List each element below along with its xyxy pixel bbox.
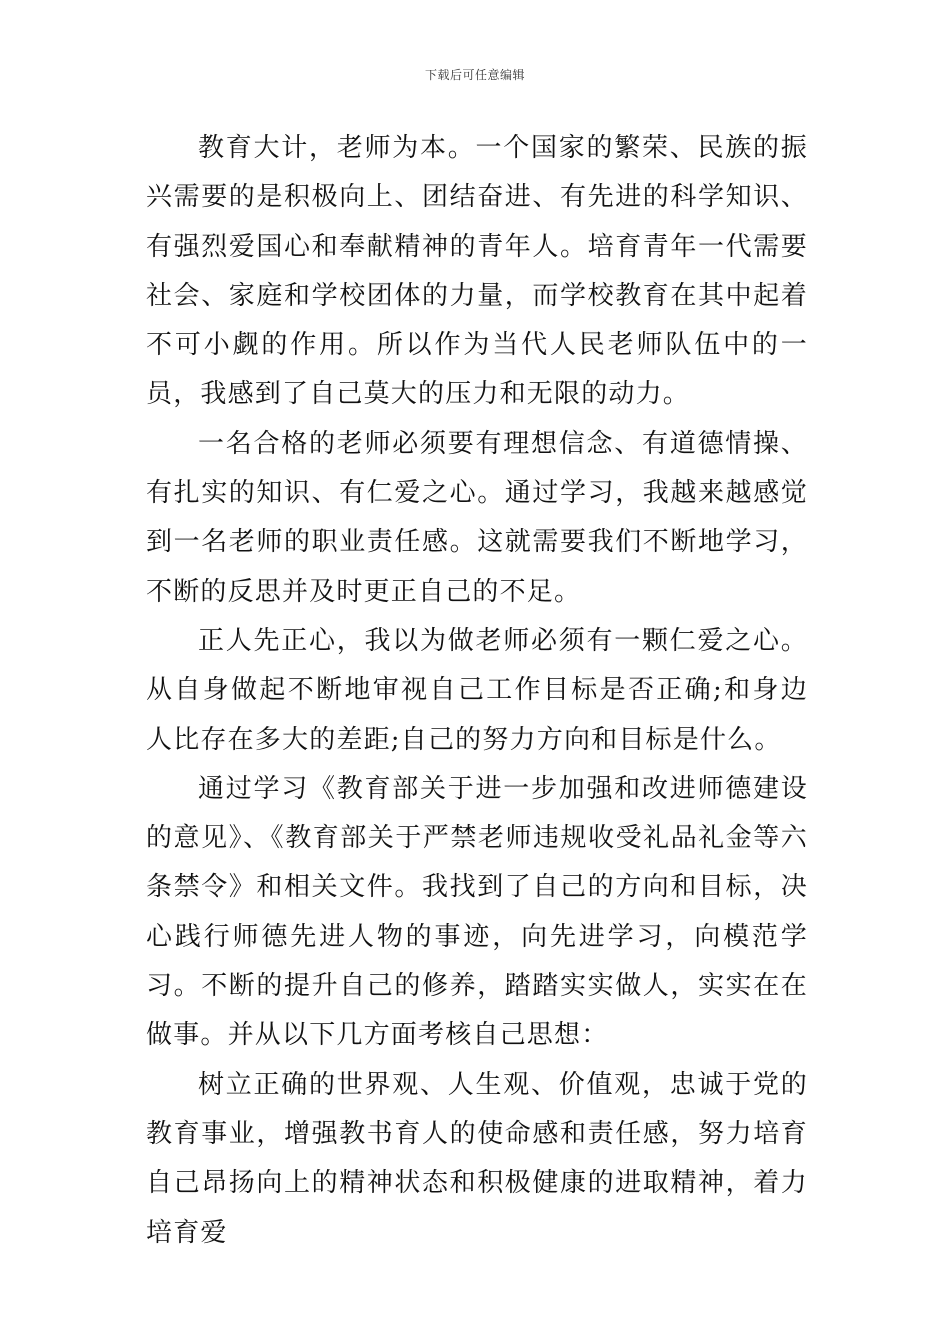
paragraph-5: 树立正确的世界观、人生观、价值观，忠诚于党的教育事业，增强教书育人的使命感和责任感，努力培育自己昂扬向上的精神状态和积极健康的进取精神，着力培育爱 bbox=[146, 1069, 808, 1248]
paragraph-4: 通过学习《教育部关于进一步加强和改进师德建设的意见》、《教育部关于严禁老师违规收受礼品礼金等六条禁令》和相关文件。我找到了自己的方向和目标，决心践行师德先进人物的事迹，向先进学习，向模范学习。不断的提升自己的修养，踏踏实实做人，实实在在做事。并从以下几方面考核自己思想： bbox=[146, 773, 808, 1051]
paragraph-1: 教育大计，老师为本。一个国家的繁荣、民族的振兴需要的是积极向上、团结奋进、有先进的科学知识、有强烈爱国心和奉献精神的青年人。培育青年一代需要社会、家庭和学校团体的力量，而学校教育在其中起着不可小觑的作用。所以作为当代人民老师队伍中的一员，我感到了自己莫大的压力和无限的动力。 bbox=[146, 133, 808, 410]
paragraph-2: 一名合格的老师必须要有理想信念、有道德情操、有扎实的知识、有仁爱之心。通过学习，我越来越感觉到一名老师的职业责任感。这就需要我们不断地学习，不断的反思并及时更正自己的不足。 bbox=[146, 428, 808, 607]
document-body bbox=[146, 124, 808, 1258]
header-note: 下载后可任意编辑 bbox=[424, 68, 525, 82]
paragraph-3: 正人先正心，我以为做老师必须有一颗仁爱之心。从自身做起不断地审视自己工作目标是否正确;和身边人比存在多大的差距;自己的努力方向和目标是什么。 bbox=[146, 625, 808, 755]
